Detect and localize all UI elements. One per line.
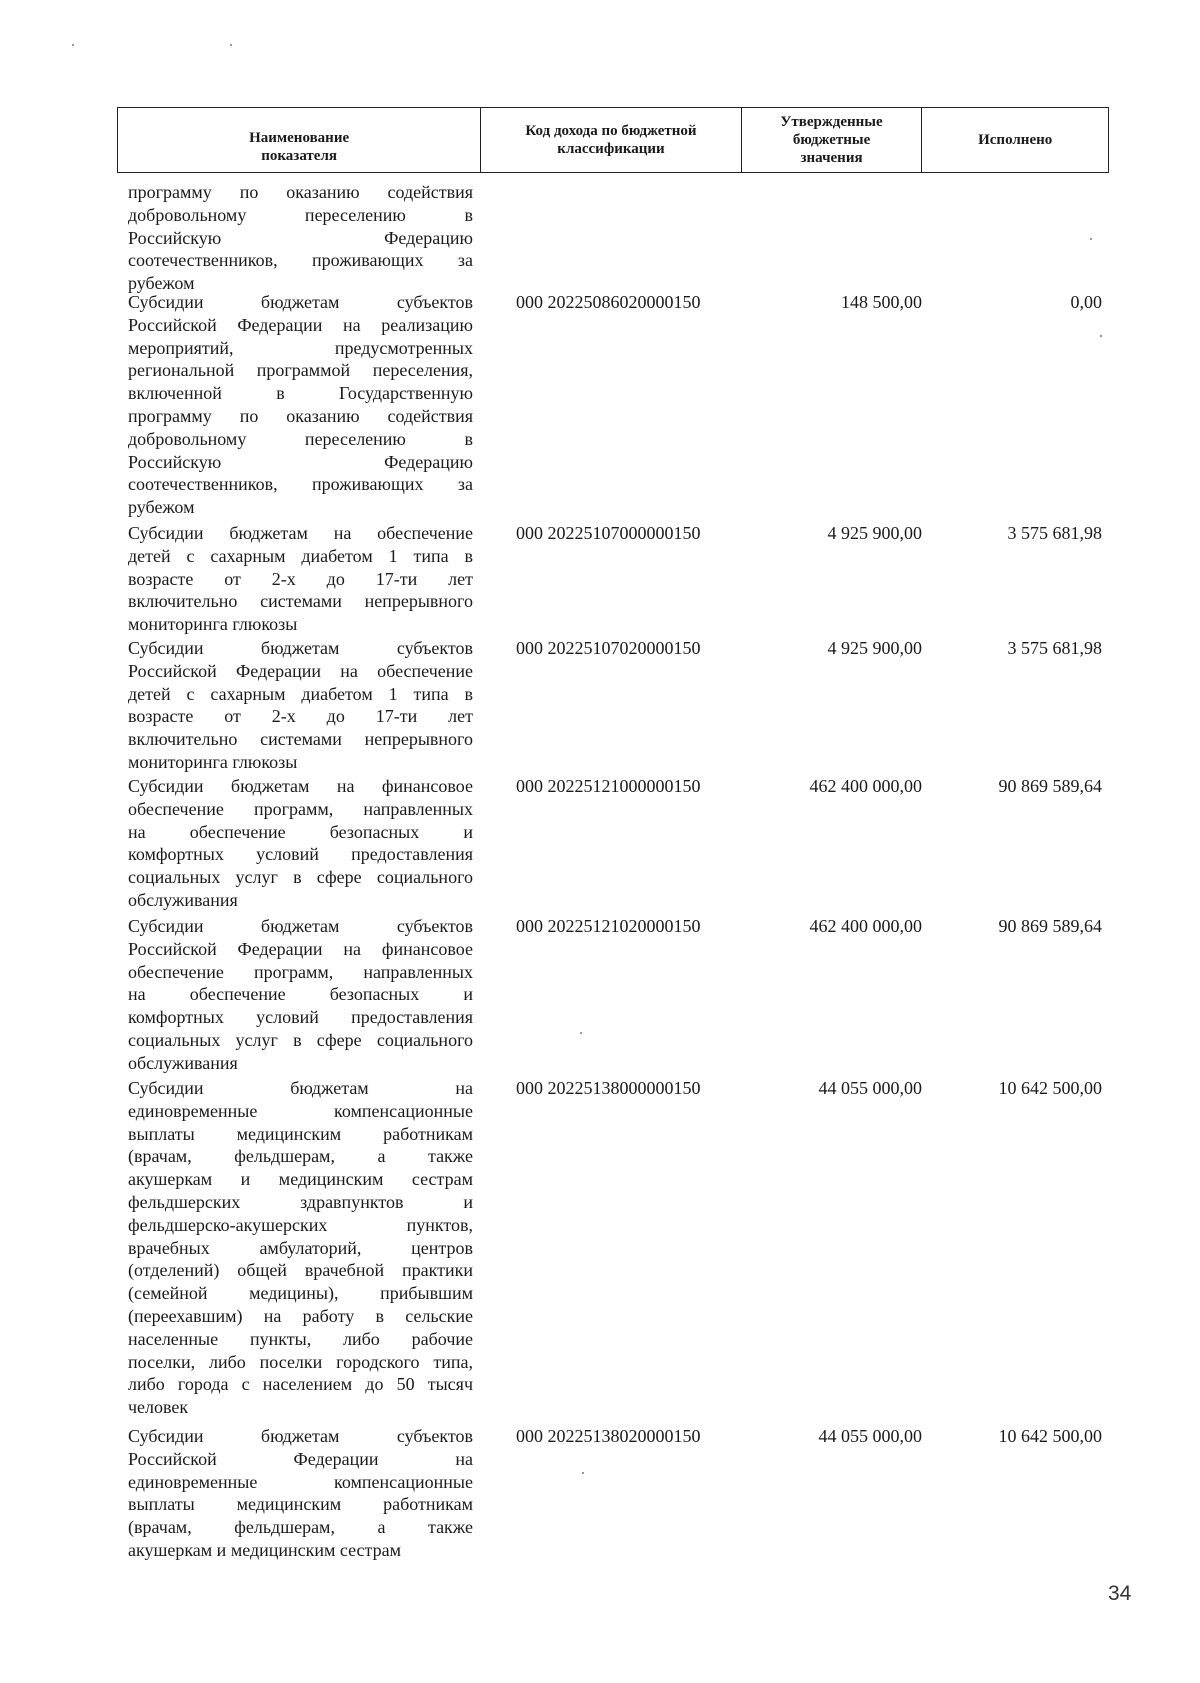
indicator-name-line: рубежом bbox=[128, 497, 195, 518]
indicator-name bbox=[128, 522, 473, 636]
income-code: 000 20225121000000150 bbox=[516, 776, 701, 796]
indicator-name bbox=[128, 1077, 473, 1419]
indicator-name-line: человек bbox=[128, 1397, 189, 1418]
indicator-name-line: Российской Федерации на финансовое bbox=[128, 938, 473, 959]
approved-value: 4 925 900,00 bbox=[827, 523, 922, 543]
indicator-name-line: добровольному переселению в bbox=[128, 428, 473, 449]
indicator-name-line: единовременные компенсационные bbox=[128, 1100, 473, 1121]
indicator-name-line: рубежом bbox=[128, 273, 195, 294]
indicator-name-line: акушеркам и медицинским сестрам bbox=[128, 1539, 402, 1560]
indicator-name bbox=[128, 291, 473, 519]
approved-value: 148 500,00 bbox=[841, 292, 922, 312]
indicator-name-line: Субсидии бюджетам субъектов bbox=[128, 292, 473, 312]
indicator-name-line: социальных услуг в сфере социального bbox=[128, 1029, 473, 1050]
income-code: 000 20225138000000150 bbox=[516, 1078, 701, 1098]
indicator-name bbox=[128, 1425, 473, 1562]
indicator-name-line: обеспечение программ, направленных bbox=[128, 961, 473, 982]
indicator-name-line: (отделений) общей врачебной практики bbox=[128, 1260, 473, 1281]
executed-value: 3 575 681,98 bbox=[1007, 523, 1102, 543]
indicator-name-line: Субсидии бюджетам субъектов bbox=[128, 638, 473, 658]
indicator-name bbox=[128, 915, 473, 1075]
approved-value: 44 055 000,00 bbox=[818, 1426, 922, 1446]
indicator-name-line: Российскую Федерацию bbox=[128, 451, 473, 472]
indicator-name-line: Российскую Федерацию bbox=[128, 227, 473, 248]
indicator-name-line: мониторинга глюкозы bbox=[128, 751, 298, 772]
indicator-name-line: мониторинга глюкозы bbox=[128, 614, 298, 635]
executed-value: 90 869 589,64 bbox=[998, 776, 1102, 796]
indicator-name-line: Субсидии бюджетам на обеспечение bbox=[128, 523, 473, 543]
executed-value: 10 642 500,00 bbox=[998, 1078, 1102, 1098]
indicator-name-line: возрасте от 2-х до 17-ти лет bbox=[128, 568, 473, 589]
indicator-name bbox=[128, 775, 473, 912]
header-approved-line: бюджетные bbox=[792, 132, 871, 148]
indicator-name-line: (врачам, фельдшерам, а также bbox=[128, 1517, 473, 1538]
scan-speck bbox=[1100, 335, 1102, 337]
indicator-name-line: (переехавшим) на работу в сельские bbox=[128, 1305, 473, 1326]
indicator-name-line: комфортных условий предоставления bbox=[128, 1007, 473, 1028]
scan-speck bbox=[582, 1472, 584, 1474]
scan-speck bbox=[1090, 238, 1092, 240]
header-name-line: показателя bbox=[261, 148, 337, 164]
indicator-name-line: социальных услуг в сфере социального bbox=[128, 867, 473, 888]
scan-speck bbox=[72, 44, 74, 46]
indicator-name-line: Субсидии бюджетам на bbox=[128, 1078, 473, 1098]
executed-value: 0,00 bbox=[1070, 292, 1102, 312]
indicator-name-line: соотечественников, проживающих за bbox=[128, 250, 473, 271]
income-code: 000 20225121020000150 bbox=[516, 916, 701, 936]
indicator-name-line: обслуживания bbox=[128, 1052, 238, 1073]
approved-value: 462 400 000,00 bbox=[809, 776, 922, 796]
indicator-name-line: включенной в Государственную bbox=[128, 383, 473, 404]
approved-value: 4 925 900,00 bbox=[827, 638, 922, 658]
indicator-name-line: добровольному переселению в bbox=[128, 204, 473, 225]
indicator-name-line: программу по оказанию содействия bbox=[128, 182, 473, 202]
executed-value: 10 642 500,00 bbox=[998, 1426, 1102, 1446]
indicator-name-line: либо города с населением до 50 тысяч bbox=[128, 1374, 473, 1395]
indicator-name bbox=[128, 637, 473, 774]
indicator-name-line: Субсидии бюджетам на финансовое bbox=[128, 776, 473, 796]
approved-value: 44 055 000,00 bbox=[818, 1078, 922, 1098]
header-code-column bbox=[481, 108, 741, 172]
header-approved-column bbox=[742, 108, 923, 172]
indicator-name-line: Российской Федерации на обеспечение bbox=[128, 660, 473, 681]
indicator-name-line: возрасте от 2-х до 17-ти лет bbox=[128, 706, 473, 727]
income-code: 000 20225138020000150 bbox=[516, 1426, 701, 1446]
indicator-name-line: программу по оказанию содействия bbox=[128, 405, 473, 426]
income-code: 000 20225107020000150 bbox=[516, 638, 701, 658]
header-executed-line: Исполнено bbox=[978, 132, 1053, 148]
approved-value: 462 400 000,00 bbox=[809, 916, 922, 936]
table-header bbox=[117, 107, 1109, 173]
indicator-name-line: комфортных условий предоставления bbox=[128, 844, 473, 865]
income-code: 000 20225107000000150 bbox=[516, 523, 701, 543]
header-approved-line: значения bbox=[800, 150, 863, 166]
indicator-name-line: детей с сахарным диабетом 1 типа в bbox=[128, 545, 473, 566]
indicator-name-line: соотечественников, проживающих за bbox=[128, 474, 473, 495]
indicator-name-line: региональной программой переселения, bbox=[128, 360, 473, 381]
executed-value: 3 575 681,98 bbox=[1007, 638, 1102, 658]
indicator-name-line: акушеркам и медицинским сестрам bbox=[128, 1169, 473, 1190]
scan-speck bbox=[580, 1032, 582, 1034]
header-code-line: классификации bbox=[557, 141, 665, 157]
executed-value: 90 869 589,64 bbox=[998, 916, 1102, 936]
indicator-name-line: фельдшерских здравпунктов и bbox=[128, 1191, 473, 1212]
indicator-name-line: выплаты медицинским работникам bbox=[128, 1123, 473, 1144]
header-code-line: Код дохода по бюджетной bbox=[525, 123, 697, 139]
indicator-name-line: Российской Федерации на bbox=[128, 1448, 473, 1469]
header-name-column bbox=[118, 108, 481, 172]
header-executed-column bbox=[922, 108, 1108, 172]
indicator-name bbox=[128, 181, 473, 295]
indicator-name-line: обслуживания bbox=[128, 889, 238, 910]
indicator-name-line: единовременные компенсационные bbox=[128, 1471, 473, 1492]
indicator-name-line: поселки, либо поселки городского типа, bbox=[128, 1351, 473, 1372]
header-name-line: Наименование bbox=[249, 130, 350, 146]
scan-speck bbox=[230, 44, 232, 46]
indicator-name-line: включительно системами непрерывного bbox=[128, 591, 473, 612]
indicator-name-line: мероприятий, предусмотренных bbox=[128, 337, 473, 358]
indicator-name-line: включительно системами непрерывного bbox=[128, 729, 473, 750]
indicator-name-line: выплаты медицинским работникам bbox=[128, 1494, 473, 1515]
indicator-name-line: на обеспечение безопасных и bbox=[128, 984, 473, 1005]
indicator-name-line: населенные пункты, либо рабочие bbox=[128, 1328, 473, 1349]
indicator-name-line: Российской Федерации на реализацию bbox=[128, 314, 473, 335]
page-number: 34 bbox=[1108, 1582, 1132, 1605]
header-approved-line: Утвержденные bbox=[780, 114, 883, 130]
indicator-name-line: обеспечение программ, направленных bbox=[128, 798, 473, 819]
indicator-name-line: Субсидии бюджетам субъектов bbox=[128, 916, 473, 936]
indicator-name-line: врачебных амбулаторий, центров bbox=[128, 1237, 473, 1258]
indicator-name-line: (врачам, фельдшерам, а также bbox=[128, 1146, 473, 1167]
indicator-name-line: на обеспечение безопасных и bbox=[128, 821, 473, 842]
income-code: 000 20225086020000150 bbox=[516, 292, 701, 312]
indicator-name-line: Субсидии бюджетам субъектов bbox=[128, 1426, 473, 1446]
indicator-name-line: фельдшерско-акушерских пунктов, bbox=[128, 1214, 473, 1235]
indicator-name-line: детей с сахарным диабетом 1 типа в bbox=[128, 683, 473, 704]
indicator-name-line: (семейной медицины), прибывшим bbox=[128, 1283, 473, 1304]
